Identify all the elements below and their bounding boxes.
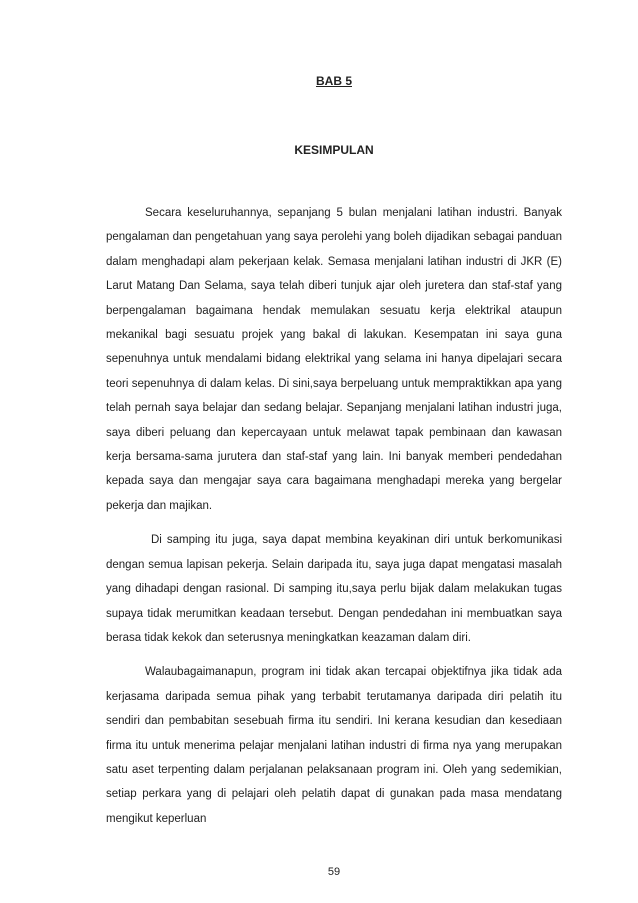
page-number: 59 xyxy=(327,866,341,878)
paragraph-2: Di samping itu juga, saya dapat membina keyakinan diri untuk berkomunikasi dengan semua lapisan pekerja. Selain daripada itu, saya juga dapat mengatasi masalah yang dihadapi dengan rasional. Di samping itu,saya perlu bijak dalam melakukan tugas supaya tidak merumitkan keadaan tersebut. Dengan pendedahan ini membuatkan saya berasa tidak kekok dan seterusnya meningkatkan keazaman dalam diri. xyxy=(106,534,562,644)
paragraph-1: Secara keseluruhannya, sepanjang 5 bulan menjalani latihan industri. Banyak pengalaman dan pengetahuan yang saya perolehi yang boleh dijadikan sebagai panduan dalam menghadapi alam pekerjaan kelak. Semasa menjalani latihan industri di JKR (E) Larut Matang Dan Selama, saya telah diberi tunjuk ajar oleh juretera dan staf-staf yang berpengalaman bagaimana hendak memulakan sesuatu kerja elektrikal ataupun mekanikal bagi sesuatu projek yang bakal di lakukan. Kesempatan ini saya guna sepenuhnya untuk mendalami bidang elektrikal yang selama ini hanya dipelajari secara teori sepenuhnya di dalam kelas. Di sini,saya berpeluang untuk mempraktikkan apa yang telah pernah saya belajar dan sedang belajar. Sepanjang menjalani latihan industri juga, saya diberi peluang dan kepercayaan untuk melawat tapak pembinaan dan kawasan kerja bersama-sama jurutera dan staf-staf yang lain. Ini banyak memberi pendedahan kepada saya dan mengajar saya cara bagaimana menghadapi mereka yang bergelar pekerja dan majikan. xyxy=(106,207,562,512)
body-text xyxy=(106,201,562,841)
paragraph-3: Walaubagaimanapun, program ini tidak akan tercapai objektifnya jika tidak ada kerjasama daripada semua pihak yang terbabit terutamanya daripada diri pelatih itu sendiri dan pembabitan sesebuah firma itu sendiri. Ini kerana kesudian dan kesediaan firma itu untuk menerima pelajar menjalani latihan industri di firma nya yang merupakan satu aset terpenting dalam perjalanan pelaksanaan program ini. Oleh yang sedemikian, setiap perkara yang di pelajari oleh pelatih dapat di gunakan pada masa mendatang mengikut keperluan xyxy=(106,666,562,825)
chapter-label: BAB 5 xyxy=(315,74,352,88)
chapter-title: KESIMPULAN xyxy=(294,143,374,157)
